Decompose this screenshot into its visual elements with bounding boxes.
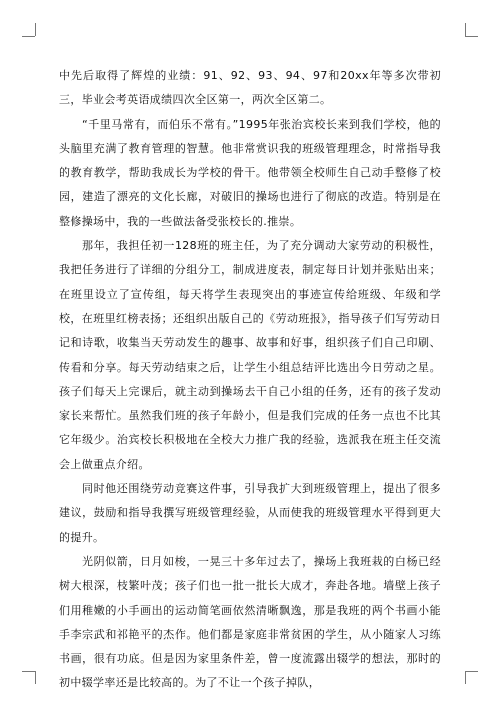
document-body — [59, 64, 441, 696]
paragraph-1: 中先后取得了辉煌的业绩：91、92、93、94、97和20xx年等多次带初三，毕业会考英语成绩四次全区第一，两次全区第二。 — [59, 69, 441, 107]
paragraph-3: 那年，我担任初一128班的班主任，为了充分调动大家劳动的积极性，我把任务进行了详细的分组分工，制成进度表，制定每日计划并张贴出来；在班里设立了宣传组，每天将学生表现突出的事迹宣传给班级、年级和学校，在班里红榜表扬；还组织出版自己的《劳动班报》，指导孩子们写劳动日记和诗歌，收集当天劳动发生的趣事、故事和好事，组织孩子们自己印刷、传看和分享。每天劳动结束之后，让学生小组总结评比选出今日劳动之星。孩子们每天上完课后，就主动到操场去干自己小组的任务，还有的孩子发动家长来帮忙。虽然我们班的孩子年龄小，但是我们完成的任务一点也不比其它年级少。治宾校长积极地在全校大力推广我的经验，选派我在班主任交流会上做重点介绍。 — [59, 239, 441, 471]
paragraph-5: 光阴似箭，日月如梭，一晃三十多年过去了，操场上我班栽的白杨已经树大根深，枝繁叶茂；孩子们也一批一批长大成才，奔赴各地。墙壁上孩子们用稚嫩的小手画出的运动简笔画依然清晰飘逸，那是我班的两个书画小能手李宗武和祁艳平的杰作。他们都是家庭非常贫困的学生，从小随家人习练书画，很有功底。但是因为家里条件差，曾一度流露出辍学的想法，那时的初中辍学率还是比较高的。为了不让一个孩子掉队， — [59, 554, 441, 690]
paragraph-2: “千里马常有，而伯乐不常有。”1995年张治宾校长来到我们学校，他的头脑里充满了教育管理的智慧。他非常赏识我的班级管理理念，时常指导我的教育教学，帮助我成长为学校的骨干。他带领全校师生自己动手整修了校园，建造了漂亮的文化长廊，对破旧的操场也进行了彻底的改造。特别是在整修操场中，我的一些做法备受张校长的.推崇。 — [59, 117, 441, 228]
paragraph-4: 同时他还围绕劳动竞赛这件事，引导我扩大到班级管理上，提出了很多建议，鼓励和指导我撰写班级管理经验，从而使我的班级管理水平得到更大的提升。 — [59, 482, 441, 544]
